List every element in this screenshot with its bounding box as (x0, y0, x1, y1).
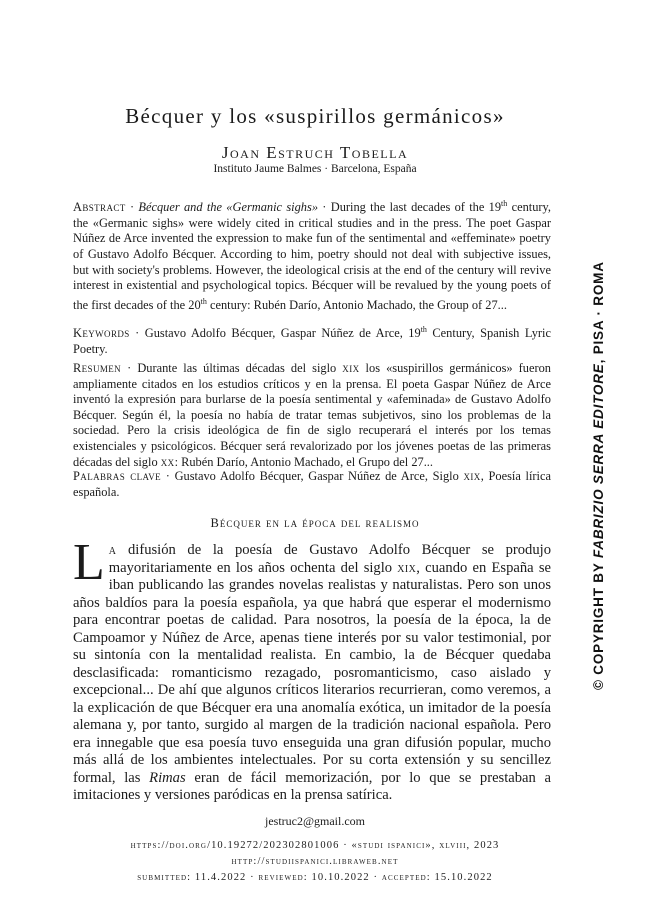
abstract-subtitle: Bécquer and the «Germanic sighs» (138, 200, 319, 215)
body-paragraph (73, 534, 552, 805)
author-name: Joan Estruch Tobella (221, 143, 409, 162)
body-text-c: eran de fácil memorización, por lo que se prestaban a imitaciones y versiones paródicas en la prensa satírica. (73, 769, 552, 803)
drop-cap: L (73, 534, 105, 591)
author-email[interactable]: jestruc2@gmail.com (264, 814, 366, 828)
abstract: Abstract · Bécquer and the «Germanic sighs» · During the last decades of the 19th century, the «Germanic sighs» were widely cited in critical studies and in the press. The poet Gaspar Núñez de Arce invented the expression to make fun of the sentimental and «effeminate» poetry of Gustavo Adolfo Bécquer. According to him, poetry should not deal with subjective issues, but with society's problems. However, the ideological crisis at the end of the century will revive interest in existential and psychological topics. Bécquer will be revalued by the young poets of the first decades of the 20th century: Rubén Darío, Antonio Machado, the Group of 27... (73, 199, 552, 312)
palabras-clave-century: xix (463, 469, 481, 483)
resumen-century-2: xx (160, 454, 175, 469)
abstract-label: Abstract (73, 200, 126, 215)
keywords-sup: th (420, 325, 427, 334)
body-century: xix (397, 559, 417, 576)
abstract-sup-2: th (200, 296, 207, 306)
resumen-century-1: xix (342, 361, 360, 375)
abstract-text-c: century: Rubén Darío, Antonio Machado, the Group of 27... (206, 297, 507, 312)
palabras-clave: Palabras clave · Gustavo Adolfo Bécquer, Gaspar Núñez de Arce, Siglo xix, Poesía lírica española. (73, 469, 551, 499)
resumen: Resumen · Durante las últimas décadas del siglo xix los «suspirillos germánicos» fueron ampliamente citados en los estudios críticos y en la prensa. El poeta Gaspar Núñez de Arce inventó la expresión para burlarse de la poesía sentimental y «afeminada» de Gustavo Adolfo Bécquer. Según él, la poesía no había de tratar temas subjetivos, sino los problemas de la sociedad. Pero la crisis ideológica de fin de siglo recuperará el interés por los temas existenciales y psicológicos. Bécquer será revalorizado por los jóvenes poetas de las primeras décadas del siglo xx: Rubén Darío, Antonio Machado, el Grupo del 27... (73, 361, 551, 469)
palabras-clave-label: Palabras clave (73, 469, 162, 483)
palabras-clave-text-a: Gustavo Adolfo Bécquer, Gaspar Núñez de Arce, Siglo (174, 469, 464, 483)
section-heading: Bécquer en la época del realismo (210, 516, 420, 530)
body-text-b: , cuando en España se iban publicando las grandes novelas realistas y naturalistas. Pero son unos años baldíos para la poesía española, ya que habrá que esperar el modernismo para encontrar poetas de calidad. Para nosotros, la poesía de la época, la de Campoamor y Núñez de Arce, apenas tiene interés por su valor testimonial, por su sintonía con la mentalidad realista. En cambio, la de Bécquer quedaba desclasificada: romanticismo rezagado, posromanticismo, caso aislado y excepcional... De ahí que algunos críticos literarios recurrieran, como veremos, a la explicación de que Bécquer era una anomalía exótica, un imitador de la poesía alemana y, por tanto, surgido al margen de la tradición nacional española. Pero era innegable que esa poesía tuvo enseguida una gran difusión popular, mucho más allá de los ambientes intelectuales. Por su corta extensión y su sencillez formal, las (73, 559, 551, 786)
doi-line[interactable]: https://doi.org/10.19272/202302801006 · «studi ispanici», xlviii, 2023 (130, 840, 500, 851)
abstract-sup-1: th (501, 199, 508, 208)
copyright-prefix: © COPYRIGHT BY (591, 558, 606, 690)
copyright-notice (591, 261, 606, 690)
author-affiliation: Instituto Jaume Balmes · Barcelona, España (213, 163, 417, 175)
submission-dates: submitted: 11.4.2022 · reviewed: 10.10.2022 · accepted: 15.10.2022 (137, 872, 493, 883)
body-text-a: difusión de la poesía de Gustavo Adolfo Bécquer se produjo mayoritariamente en los años ochenta del siglo (108, 542, 551, 576)
resumen-text-a: Durante las últimas décadas del siglo (137, 361, 343, 375)
copyright-suffix: , PISA · ROMA (591, 261, 606, 364)
body-rimas-italic: Rimas (149, 769, 186, 786)
journal-url[interactable]: http://studiispanici.libraweb.net (231, 856, 399, 867)
keywords: Keywords · Gustavo Adolfo Bécquer, Gaspar Núñez de Arce, 19th Century, Spanish Lyric Poetry. (73, 325, 551, 356)
resumen-text-b: los «suspirillos germánicos» fueron ampliamente citados en los estudios críticos y en la prensa. El poeta Gaspar Núñez de Arce inventó la expresión para burlarse de la poesía sentimental y «afeminada» de Gustavo Adolfo Bécquer. Según él, la poesía no había de tratar temas subjetivos, sino los problemas de la sociedad. Pero la crisis ideológica de fin de siglo recuperará el interés por los temas existenciales y psicológicos. Bécquer será revalorizado por los jóvenes poetas de las primeras décadas del siglo (73, 361, 551, 469)
abstract-text-b: century, the «Germanic sighs» were widely cited in critical studies and in the press. The poet Gaspar Núñez de Arce invented the expression to make fun of the sentimental and «effeminate» poetry of Gustavo Adolfo Bécquer. According to him, poetry should not deal with subjective issues, but with society's problems. However, the ideological crisis at the end of the century will revive interest in existential and psychological topics. Bécquer will be revalued by the young poets of the first decades of the 20 (73, 200, 552, 312)
body-smallcap-start: a (108, 542, 117, 558)
abstract-text-a: During the last decades of the 19 (330, 200, 502, 215)
keywords-label: Keywords (73, 326, 130, 341)
article-title: Bécquer y los «suspirillos germánicos» (125, 104, 505, 128)
palabras-clave-text-b: , Poesía lírica española. (73, 469, 551, 499)
keywords-text-a: Gustavo Adolfo Bécquer, Gaspar Núñez de Arce, 19 (144, 326, 421, 341)
copyright-publisher: FABRIZIO SERRA EDITORE (591, 363, 606, 559)
resumen-text-c: : Rubén Darío, Antonio Machado, el Grupo del 27... (174, 454, 433, 469)
keywords-text-b: Century, Spanish Lyric Poetry. (73, 326, 551, 356)
resumen-label: Resumen (73, 361, 122, 375)
